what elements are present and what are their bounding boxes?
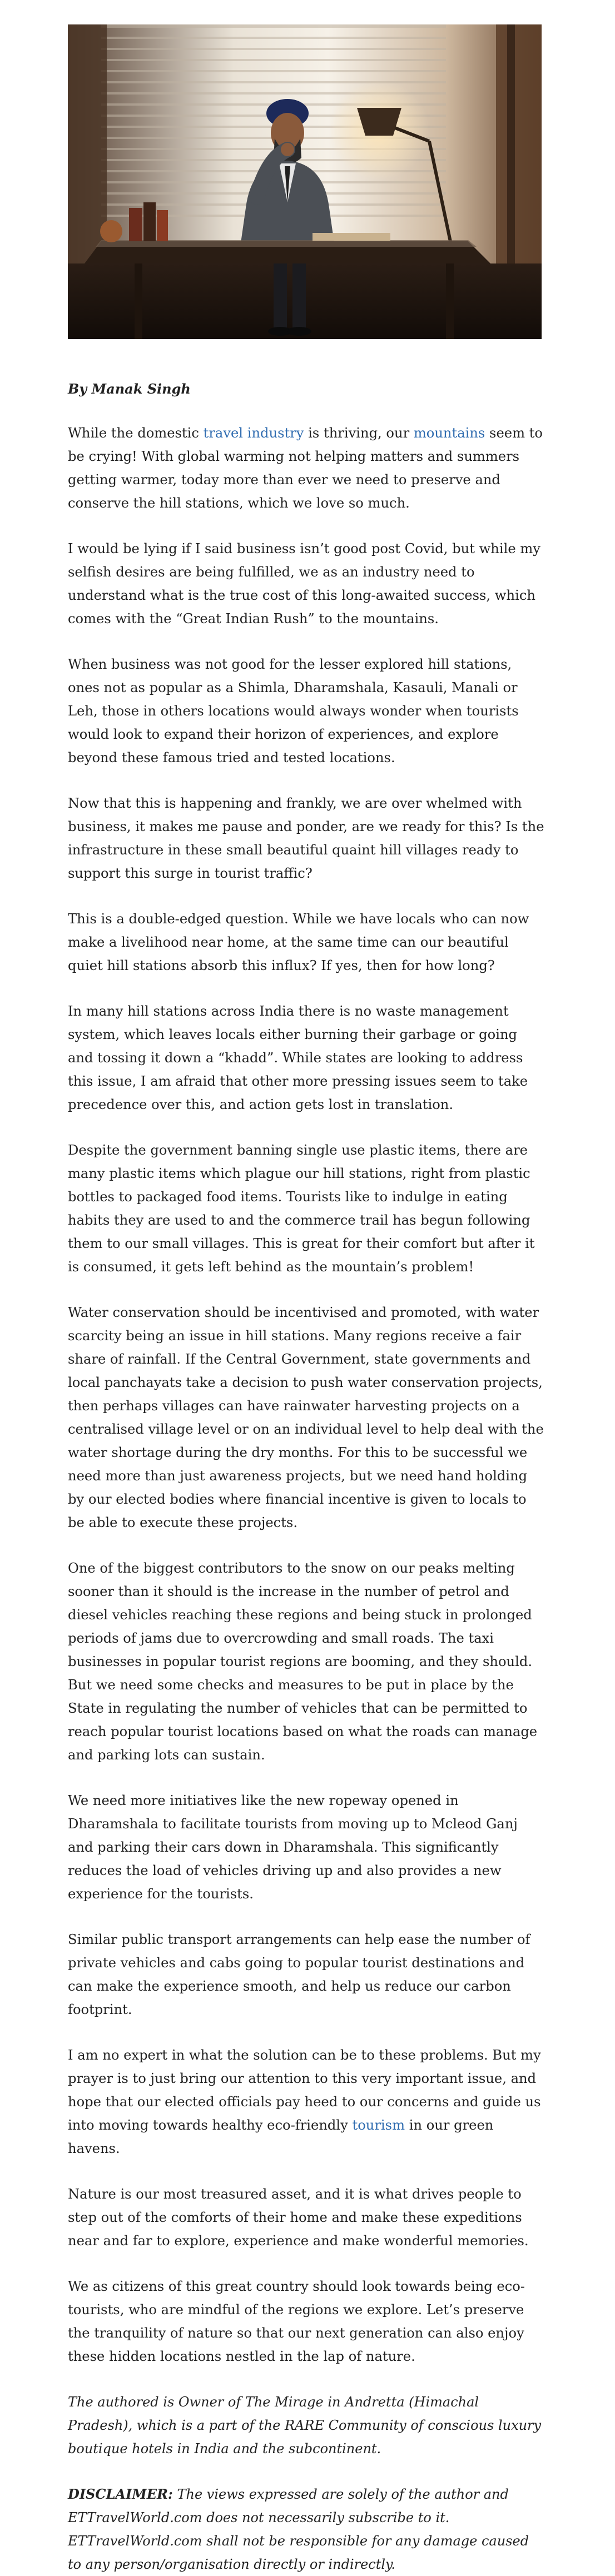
hero-image (68, 24, 542, 339)
disclaimer (68, 2483, 546, 2576)
paragraph-text: I am no expert in what the solution can be to these problems. But my prayer is to just bring our attention to this very important issue, and hope that our elected officials pay heed to our concerns and guide us into moving towards healthy eco-friendly (68, 2047, 541, 2133)
article-paragraph (68, 1301, 546, 1534)
article-paragraph (68, 2275, 546, 2368)
paragraph-text: We need more initiatives like the new ropeway opened in Dharamshala to facilitate tourists from moving up to Mcleod Ganj and parking their cars down in Dharamshala. This significantly reduces the load of vehicles driving up and also provides a new experience for the tourists. (68, 1793, 518, 1902)
inline-link[interactable]: mountains (413, 425, 485, 441)
author-at-desk-photo-icon (68, 24, 542, 339)
paragraph-text: Now that this is happening and frankly, we are over whelmed with business, it makes me pause and ponder, are we ready for this? Is the infrastructure in these small beautiful quaint hill villages ready to support this surge in tourist traffic? (68, 795, 544, 881)
article-paragraph (68, 2182, 546, 2252)
article (68, 24, 546, 2576)
paragraph-text: This is a double-edged question. While we have locals who can now make a livelihood near home, at the same time can our beautiful quiet hill stations absorb this influx? If yes, then for how long? (68, 911, 529, 973)
disclaimer-label: DISCLAIMER: (68, 2486, 173, 2502)
paragraph-text: Similar public transport arrangements can help ease the number of private vehicles and cabs going to popular tourist destinations and can make the experience smooth, and help us reduce our carbon footprint. (68, 1932, 530, 2017)
paragraph-text: In many hill stations across India there is no waste management system, which leaves locals either burning their garbage or going and tossing it down a “khadd”. While states are looking to address this issue, I am afraid that other more pressing issues seem to take precedence over this, and action gets lost in translation. (68, 1003, 528, 1112)
author-note: The authored is Owner of The Mirage in Andretta (Himachal Pradesh), which is a part of the RARE Community of conscious luxury boutique hotels in India and the subcontinent. (68, 2394, 542, 2456)
paragraph-text: When business was not good for the lesser explored hill stations, ones not as popular as a Shimla, Dharamshala, Kasauli, Manali or Leh, those in others locations would always wonder when tourists would look to expand their horizon of experiences, and explore beyond these famous tried and tested locations. (68, 657, 519, 765)
paragraph-text: in our green havens. (68, 2117, 494, 2156)
paragraph-text: One of the biggest contributors to the snow on our peaks melting sooner than it should is the increase in the number of petrol and diesel vehicles reaching these regions and being stuck in prolonged periods of jams due to overcrowding and small roads. The taxi businesses in popular tourist regions are booming, and they should. But we need some checks and measures to be put in place by the State in regulating the number of vehicles that can be permitted to reach popular tourist locations based on what the roads can manage and parking lots can sustain. (68, 1560, 538, 1763)
inline-link[interactable]: tourism (352, 2117, 405, 2133)
article-paragraph (68, 537, 546, 630)
byline: By Manak Singh (68, 381, 191, 397)
paragraph-text: Nature is our most treasured asset, and it is what drives people to step out of the comforts of their home and make these expeditions near and far to explore, experience and make wonderful memories. (68, 2186, 529, 2249)
article-paragraph (68, 999, 546, 1116)
paragraph-text: is thriving, our (304, 425, 414, 441)
article-paragraph (68, 421, 546, 515)
article-paragraph (68, 792, 546, 885)
paragraph-text: Despite the government banning single use plastic items, there are many plastic items which plague our hill stations, right from plastic bottles to packaged food items. Tourists like to indulge in eating habits they are used to and the commerce trail has begun following them to our small villages. This is great for their comfort but after it is consumed, it gets left behind as the mountain’s problem! (68, 1142, 535, 1275)
paragraph-text: I would be lying if I said business isn’t good post Covid, but while my selfish desires are being fulfilled, we as an industry need to understand what is the true cost of this long-awaited success, which comes with the “Great Indian Rush” to the mountains. (68, 541, 540, 626)
article-paragraph (68, 907, 546, 977)
paragraph-text: seem to be crying! With global warming not helping matters and summers getting warmer, today more than ever we need to preserve and conserve the hill stations, which we love so much. (68, 425, 543, 511)
disclaimer-text: The views expressed are solely of the author and ETTravelWorld.com does not necessarily subscribe to it. ETTravelWorld.com shall not be responsible for any damage caused to any person/organisation directly or indirectly. (68, 2487, 529, 2572)
paragraph-text: We as citizens of this great country should look towards being eco-tourists, who are mindful of the regions we explore. Let’s preserve the tranquility of nature so that our next generation can also enjoy these hidden locations nestled in the lap of nature. (68, 2279, 525, 2364)
paragraph-text: Water conservation should be incentivised and promoted, with water scarcity being an issue in hill stations. Many regions receive a fair share of rainfall. If the Central Government, state governments and local panchayats take a decision to push water conservation projects, then perhaps villages can have rainwater harvesting projects on a centralised village level or on an individual level to help deal with the water shortage during the dry months. For this to be successful we need more than just awareness projects, but we need hand holding by our elected bodies where financial incentive is given to locals to be able to execute these projects. (68, 1305, 544, 1530)
article-paragraph (68, 1789, 546, 1906)
inline-link[interactable]: travel industry (203, 425, 304, 441)
article-paragraph (68, 2043, 546, 2160)
article-paragraph (68, 653, 546, 769)
paragraph-text: While the domestic (68, 425, 204, 441)
article-paragraph (68, 1138, 546, 1279)
article-body (68, 421, 546, 2368)
article-paragraph (68, 1556, 546, 1767)
article-paragraph (68, 1928, 546, 2021)
